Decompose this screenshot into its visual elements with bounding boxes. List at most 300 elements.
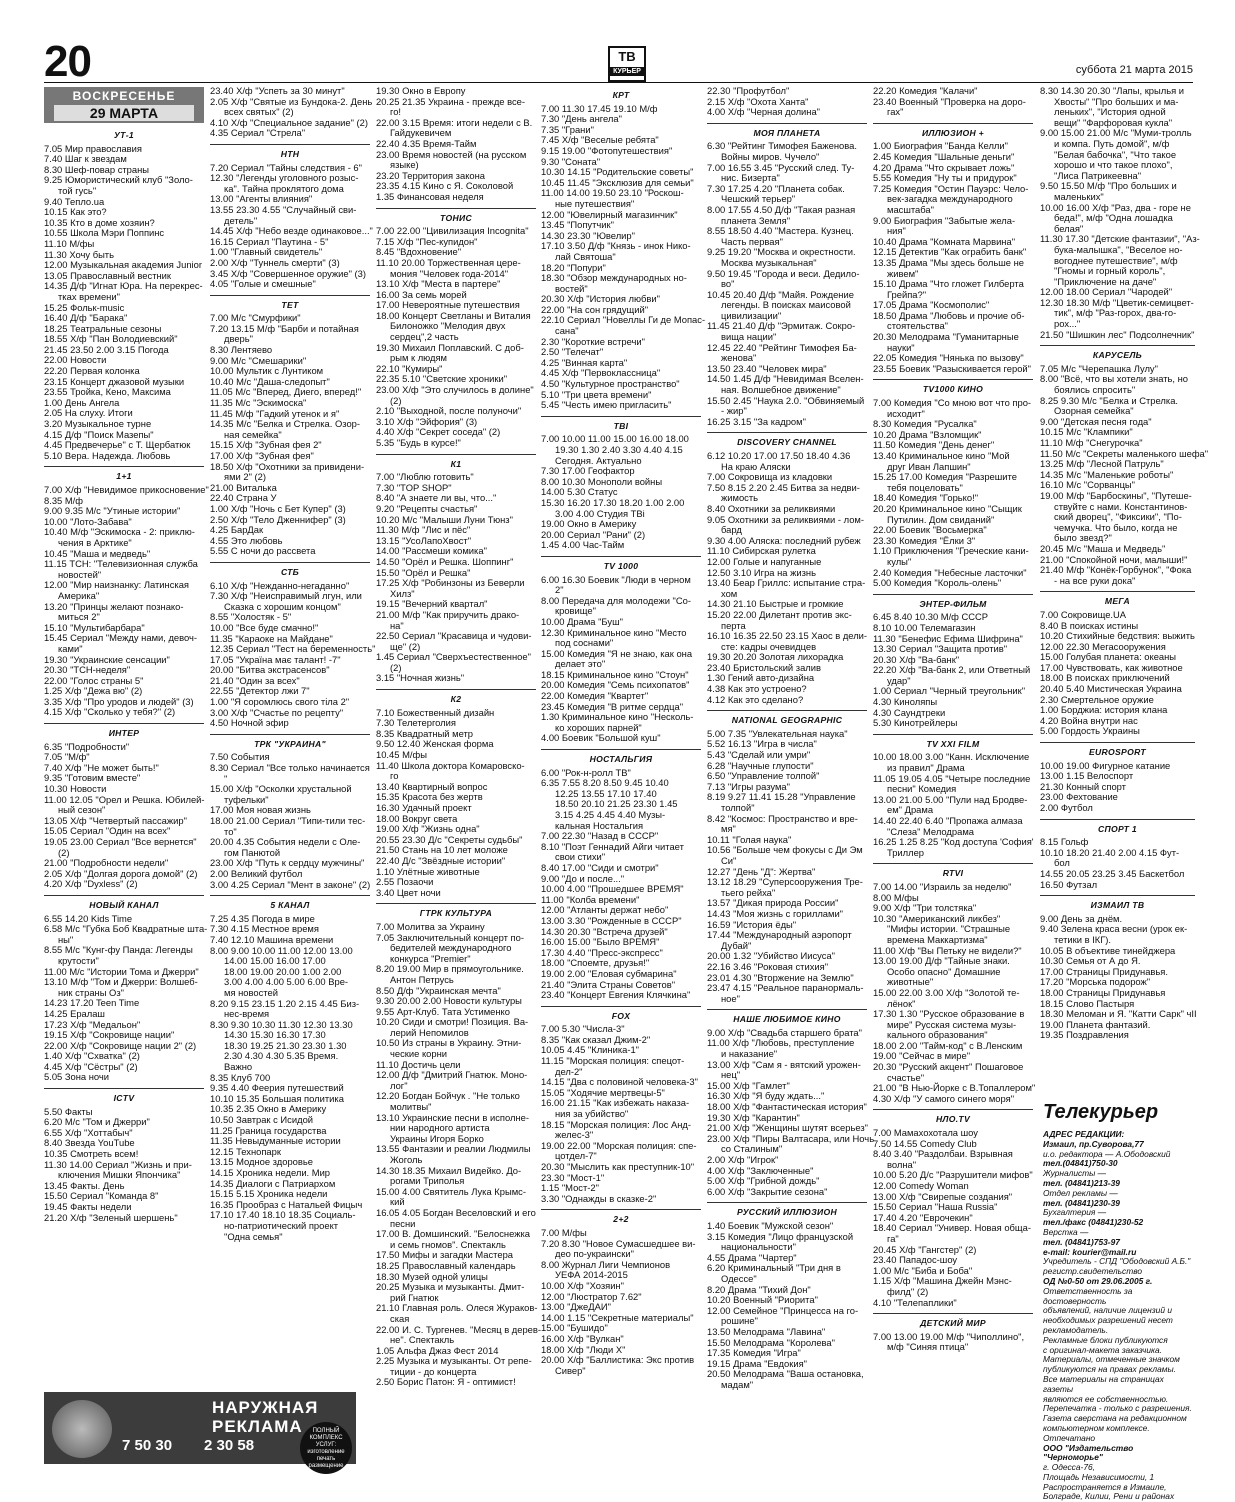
program-entry: - на все руки дока" xyxy=(1054,574,1136,586)
program-entry: 6.58 М/с "Губка Боб Квадратные шта- xyxy=(44,923,208,935)
program-entry: 23.00 Х/ф "Пиры Валтасара, или Ночь xyxy=(707,1132,875,1144)
program-entry: 3.00 4.25 Сериал "Мент в законе" (2) xyxy=(210,878,371,890)
program-entry: 20.30 "Русский акцент" Пошаговое xyxy=(873,1061,1024,1073)
program-entry: 2.30 "Короткие встречи" xyxy=(541,335,645,347)
program-entry: га" xyxy=(887,1232,899,1244)
program-entry: мония "Человек года-2014" xyxy=(390,267,509,279)
program-entry: белая" xyxy=(1054,222,1084,234)
channel-header: FOX xyxy=(541,1006,701,1022)
channel-header: К1 xyxy=(376,454,536,470)
program-entry: Озорная семейка" xyxy=(1054,405,1134,417)
program-entry: 8.40 В поисках истины xyxy=(1040,619,1139,631)
program-entry: 4.00 Боевик "Большой куш" xyxy=(541,732,661,744)
program-entry: 15.35 Красота без жертв xyxy=(376,791,483,803)
editorial-line: тел./факс (04841)230-52 xyxy=(1043,1217,1144,1228)
program-entry: 8.35 Клуб 700 xyxy=(210,1071,271,1083)
program-entry: 7.13 "Игры разума" xyxy=(707,780,790,792)
program-entry: 15.20 22.00 Дилетант против экс- xyxy=(707,608,852,620)
program-entry: 13.40 Беар Гриллс: испытание стра- xyxy=(707,577,866,589)
program-entry: 7.40 Х/ф "Не может быть!" xyxy=(44,761,159,773)
program-entry: 4.20 Война внутри нас xyxy=(1040,714,1138,726)
program-entry: 15.50 Мелодрама "Королева" xyxy=(707,1336,835,1348)
program-entry: 7.30 "TOP SHOP" xyxy=(376,481,452,493)
program-entry: 22.30 "Профутбол" xyxy=(707,85,790,96)
program-entry: кального образования" xyxy=(887,1029,988,1041)
program-entry: лай Святоша" xyxy=(555,250,616,262)
program-entry: Москва музыкальная" xyxy=(721,256,817,268)
program-entry: 17.10 3.50 Д/ф "Князь - инок Нико- xyxy=(541,240,691,252)
editorial-line: e-mail: kourier@mail.ru xyxy=(1043,1246,1137,1257)
program-entry: 2.15 Х/ф "Охота Ханта" xyxy=(707,95,809,107)
program-entry: 2.50 Борис Патон: Я - оптимист! xyxy=(376,1376,516,1388)
program-entry: 15.10 "Мультибарбара" xyxy=(44,621,145,633)
program-entry: 8.55 18.50 4.40 "Мастера. Кузнец. xyxy=(707,225,854,237)
program-entry: было звезд?" xyxy=(1054,532,1112,544)
program-entry: 1.45 Сериал "Сверхъестественное" xyxy=(376,651,531,663)
program-entry: 8.42 "Космос: Пространство и вре- xyxy=(707,812,858,824)
program-entry: 4.15 Д/ф "Поиск Мазепы" xyxy=(44,428,154,440)
program-entry: 12.20 Богдан Бойчук . "Не только xyxy=(376,1090,520,1102)
program-entry: 4.30 Киноляпы xyxy=(873,696,938,708)
program-entry: 18.00 Концерт Светланы и Виталия xyxy=(376,309,531,321)
program-entry: 8.30 Лентяево xyxy=(210,344,273,356)
channel-header: TBI xyxy=(541,416,701,432)
program-entry: 21.50 Стань на 10 лет моложе xyxy=(376,844,508,856)
program-entry: чемучка. Что было, когда не xyxy=(1054,521,1178,533)
program-entry: 1.30 Криминальное кино "Несколь- xyxy=(541,711,694,723)
program-entry: 4.40 Х/ф "Секрет соседа" (2) xyxy=(376,426,501,438)
program-entry: 21.40 М/ф "Конёк-Горбунок", "Фока xyxy=(1040,564,1192,576)
program-entry: 20.40 5.40 Мистическая Украина xyxy=(1040,683,1182,695)
program-entry: 11.10 Сибирская рулетка xyxy=(707,545,816,557)
program-entry: маленьких" xyxy=(1054,190,1104,202)
program-entry: 21.10 Главная роль. Олеся Жураков- xyxy=(376,1302,538,1314)
program-entry: 8.55 "Холостяк - 5" xyxy=(210,611,292,623)
program-entry: 7.00 5.30 "Числа-3" xyxy=(541,1023,625,1035)
program-entry: 14.55 20.05 23.25 3.45 Баскетбол xyxy=(1040,867,1185,879)
program-entry: 8.20 19.00 Мир в прямоугольнике. xyxy=(376,963,524,975)
program-entry: 20.30 "Мыслить как преступник-10" xyxy=(541,1161,695,1172)
channel-header: ICTV xyxy=(44,1088,204,1104)
program-entry: На краю Аляски xyxy=(721,460,791,472)
logo-top: ТВ xyxy=(618,49,636,64)
program-entry: 10.00 Х/ф "Хозяин" xyxy=(541,1279,624,1291)
program-entry: 18.30 Меломан и Я. "Катти Сарк" чII xyxy=(1040,1008,1197,1020)
program-entry: ния за убийство" xyxy=(555,1108,629,1120)
program-entry: 13.45 "Попутчик" xyxy=(541,219,614,231)
program-entry: 4.00 Х/ф "Заключенные" xyxy=(707,1164,814,1176)
program-entry: 19.05 23.00 Сериал "Все вернется" xyxy=(44,836,197,847)
program-entry: 23.40 Бристольский залив xyxy=(707,661,821,673)
program-entry: 22.10 "Кумиры" xyxy=(376,362,443,374)
program-entry: 2.00 Футбол xyxy=(1040,802,1093,813)
program-entry: песни xyxy=(390,1217,416,1229)
program-entry: 5.55 Комедия "Ну ты и придурок" xyxy=(873,172,1017,184)
program-entry: 23.15 Концерт джазовой музыки xyxy=(44,375,185,387)
program-entry: 3.20 Музыкальное турне xyxy=(44,418,152,430)
program-entry: и компа. Путь домой", м/ф xyxy=(1054,137,1170,149)
program-entry: 22.40 4.35 Время-Тайм xyxy=(376,137,477,149)
program-entry: кальная Ностальгия xyxy=(555,819,644,831)
program-entry: 3.15 4.25 4.45 4.40 Музы- xyxy=(555,809,666,820)
program-entry: 10.05 4.45 "Клиника-1" xyxy=(541,1044,640,1056)
program-entry: 7.30 17.25 4.20 "Планета собак. xyxy=(707,182,845,194)
program-entry: 16.00 21.15 "Как избежать наказа- xyxy=(541,1097,690,1109)
telekurier-title: Телекурьер xyxy=(1043,1101,1159,1123)
program-entry: 7.30 Телетерголия xyxy=(376,717,456,729)
program-entry: 15.25 Фольк-music xyxy=(44,301,125,313)
program-entry: 13.25 М/ф "Лесной Патруль" xyxy=(1040,458,1164,470)
program-entry: 17.20 "Морська подорож" xyxy=(1040,976,1151,988)
editorial-line: Отдел рекламы — xyxy=(1043,1187,1118,1198)
program-entry: 9.50 12.40 Женская форма xyxy=(376,738,494,750)
program-entry: "Слеза" Мелодрама xyxy=(887,825,974,837)
program-entry: 10.15 Как это? xyxy=(44,206,107,218)
program-entry: 10.20 М/с "Малыши Луни Тюнз" xyxy=(376,513,513,525)
editorial-line: с оригинал-макета заказчика. xyxy=(1043,1344,1162,1355)
program-entry: го! xyxy=(390,106,402,118)
schedule-column-7 xyxy=(1040,85,1209,1041)
program-entry: 9.00 Х/ф "Свадьба старшего брата" xyxy=(707,1026,862,1038)
program-entry: рий Гнатюк xyxy=(390,1291,439,1303)
program-entry: 19.45 Факты недели xyxy=(44,1201,132,1212)
program-entry: 17.40 4.20 "Еврочекин" xyxy=(873,1211,973,1223)
program-entry: нец" xyxy=(721,1069,741,1081)
program-entry: 15.00 Голубая планета: океаны xyxy=(1040,651,1177,663)
program-entry: 1.25 Х/ф "Дежа вю" (2) xyxy=(44,685,143,697)
program-entry: 9.35 4.40 Феерия путешествий xyxy=(210,1082,344,1094)
program-entry: 16.05 4.05 Богдан Веселовский и его xyxy=(376,1206,536,1218)
program-entry: 11.35 М/с "Эскимоска" xyxy=(210,397,307,409)
program-entry: 7.00 11.30 17.45 19.10 М/ф xyxy=(541,102,658,114)
editorial-line: Ответственность за достоверность xyxy=(1043,1285,1133,1306)
program-entry: то" xyxy=(224,825,237,837)
program-entry: 4.45 Предвечерье" с Т. Щербатюк xyxy=(44,439,191,451)
channel-header: СПОРТ 1 xyxy=(1040,819,1195,835)
program-entry: 19.00 2.00 "Еловая субмарина" xyxy=(541,967,677,979)
channel-header: НОСТАЛЬГИЯ xyxy=(541,749,701,765)
program-entry: Сивер" xyxy=(555,1364,586,1376)
program-entry: Войны миров. Чучело" xyxy=(721,150,820,162)
program-entry: 7.15 Х/ф "Пес-купидон" xyxy=(376,235,478,247)
program-entry: конкурса "Premier" xyxy=(390,952,471,964)
editorial-line: тел.(04841)750-30 xyxy=(1043,1158,1118,1169)
program-entry: 22.00 "На сон грядущий" xyxy=(541,303,649,315)
program-entry: 13.00 "Агенты влияния" xyxy=(210,193,313,205)
program-entry: 13.00 3.30 "Рожденные в СССР" xyxy=(541,914,682,926)
program-entry: 23.40 Х/ф "Успеть за 30 минут" xyxy=(210,85,345,96)
program-entry: стоятельства" xyxy=(887,320,949,332)
program-entry: 13.40 Криминальное кино "Мой xyxy=(873,450,1010,461)
program-entry: 7.20 8.30 "Новое Сумасшедшее ви- xyxy=(541,1237,696,1249)
program-entry: детель" xyxy=(224,214,258,226)
program-entry: 20.50 Мелодрама "Ваша остановка, xyxy=(707,1368,864,1380)
program-entry: 10.30 Новости xyxy=(44,783,107,795)
program-entry: 22.20 Х/ф "Ва-банк 2, или Ответный xyxy=(873,664,1031,676)
program-entry: планета Земля" xyxy=(721,214,791,226)
program-entry: 19.30 "Украинские сенсации" xyxy=(44,653,170,665)
program-entry: 22.16 3.46 "Роковая стихия" xyxy=(707,960,829,972)
day-header xyxy=(44,87,204,123)
program-entry: 6.45 8.40 10.30 М/ф СССР xyxy=(873,611,989,623)
program-entry: 13.50 Мелодрама "Лавина" xyxy=(707,1325,826,1337)
ad-badge-line: КОМПЛЕКС xyxy=(309,1435,343,1441)
editorial-line: регистр.свидетельство xyxy=(1043,1266,1143,1277)
program-entry: 11.30 Хочу быть xyxy=(44,248,114,260)
program-entry: 17.05 Драма "Космополис" xyxy=(873,299,990,311)
program-entry: "Гномы и горный король", xyxy=(1054,265,1166,277)
program-entry: ем" Драма xyxy=(887,804,934,816)
channel-header: 2+2 xyxy=(541,1209,701,1225)
program-entry: 7.05 "М/ф" xyxy=(44,751,90,763)
program-entry: 11.15 ТСН: "Телевизионная служба xyxy=(44,558,198,570)
program-entry: 12.00 22.30 Мегасооружения xyxy=(1040,640,1166,652)
program-entry: 4.38 Как это устроено? xyxy=(707,683,807,695)
program-entry: 11.00 12.05 "Орел и Решка. Юбилей- xyxy=(44,793,205,805)
program-entry: 18.30 Музей одной улицы xyxy=(376,1270,488,1282)
program-entry: ствуйте с нами. Константинов- xyxy=(1054,500,1188,512)
program-entry: новостей" xyxy=(58,568,102,580)
program-entry: 17.05 "Україна має талант! -7" xyxy=(210,653,341,665)
program-entry: 20.00 "Битва экстрасенсов" xyxy=(210,664,330,676)
program-entry: 22.05 Комедия "Нянька по вызову" xyxy=(873,352,1024,364)
program-entry: ями 2" (2) xyxy=(224,471,266,483)
program-entry: 4.30 Саундтреки xyxy=(873,706,946,718)
program-entry: той гусь" xyxy=(58,184,97,196)
program-entry: 10.00 Драма "Буш" xyxy=(541,615,623,627)
program-entry: 20.30 "ТСН-неделя" xyxy=(44,664,131,676)
program-entry: Хвосты" "Про больших и ма- xyxy=(1054,95,1179,107)
program-entry: 2.30 4.30 4.30 5.35 Время. xyxy=(224,1050,339,1062)
program-entry: со Сталиным" xyxy=(721,1143,783,1155)
program-entry: 5.10 Вера. Надежда. Любовь xyxy=(44,449,171,461)
editorial-line: тел. (04841)230-39 xyxy=(1043,1197,1120,1208)
program-entry: друг Иван Лапшин" xyxy=(887,460,971,472)
program-entry: 11.45 21.40 Д/ф "Эрмитаж. Сокро- xyxy=(707,320,856,332)
program-entry: 7.25 Комедия "Остин Пауэрс: Чело- xyxy=(873,182,1029,194)
program-entry: 17.25 Х/ф "Робинзоны из Беверли xyxy=(376,577,525,589)
program-entry: 22.50 Сериал "Красавица и чудови- xyxy=(376,630,532,642)
program-entry: 18.30 19.25 21.30 23.30 1.30 xyxy=(224,1039,347,1051)
program-entry: 13.57 "Дикая природа России" xyxy=(707,897,839,909)
program-entry: 16.10 М/с "Сорванцы" xyxy=(1040,479,1135,491)
program-entry: 5.50 Факты xyxy=(44,1105,93,1117)
program-entry: 8.40 17.00 "Сиди и смотри" xyxy=(541,861,659,873)
program-entry: цотдел-7" xyxy=(555,1150,597,1162)
program-entry: времена Маккартизма" xyxy=(887,933,988,945)
program-entry: 15.10 Драма "Что гложет Гилберта xyxy=(873,278,1024,290)
program-entry: 11.50 М/с "Секреты маленького шефа" xyxy=(1040,447,1209,459)
program-entry: 7.30 Х/ф "Неисправимый лгун, или xyxy=(210,590,362,602)
program-entry: тебя поцеловать" xyxy=(887,481,963,493)
program-entry: 13.20 "Принцы желают познако- xyxy=(44,600,184,612)
program-entry: 7.00 Молитва за Украину xyxy=(376,920,485,932)
program-entry: 9.05 Охотники за реликвиями - лом- xyxy=(707,513,864,525)
program-entry: 19.30 1.30 2.40 3.30 4.40 4.15 xyxy=(555,444,683,455)
program-entry: 7.25 4.35 Погода в мире xyxy=(210,912,315,924)
program-entry: 2.25 Музыка и музыканты. От репе- xyxy=(376,1355,532,1367)
program-entry: 13.00 1.15 Велоспорт xyxy=(1040,770,1134,782)
channel-header: NATIONAL GEOGRAPHIC xyxy=(707,710,867,726)
program-entry: 4.25 "Винная карта" xyxy=(541,356,628,368)
program-entry: 8.00 10.30 Монополи войны xyxy=(541,475,663,487)
program-entry: 2.10 "Выходной, после полуночи" xyxy=(376,405,522,417)
channel-header: ДЕТСКИЙ МИР xyxy=(873,1313,1033,1329)
program-entry: 14.15 "Два с половиной человека-3" xyxy=(541,1076,698,1088)
program-entry: 1.00 М/с "Биба и Боба" xyxy=(873,1264,973,1276)
channel-header: TV1000 КИНО xyxy=(873,379,1033,395)
program-entry: 6.00 16.30 Боевик "Люди в черном xyxy=(541,573,691,585)
program-entry: ный сезон" xyxy=(58,804,106,816)
channel-header: КРТ xyxy=(612,90,630,100)
program-entry: 8.15 Гольф xyxy=(1040,836,1089,848)
program-entry: 10.30 Семья от А до Я. xyxy=(1040,955,1141,967)
program-entry: 11.35 Невыдуманные истории xyxy=(210,1135,341,1147)
program-entry: ное" xyxy=(721,992,740,1004)
program-entry: нис. Бизерта" xyxy=(721,172,780,184)
ad-badge-line: размещение xyxy=(308,1463,344,1469)
program-entry: 20.25 21.35 Украина - прежде все- xyxy=(376,95,526,107)
program-entry: 1.00 Сериал "Черный треугольник" xyxy=(873,685,1026,697)
editorial-line: рекламодатель. xyxy=(1043,1324,1109,1335)
program-entry: 19.30 Х/ф "Карантин" xyxy=(707,1111,800,1123)
program-entry: 1.30 Гений авто-дизайна xyxy=(707,672,815,684)
channel-header: КАРУСЕЛЬ xyxy=(1040,345,1195,361)
program-entry: 12.00 Д/ф "Дмитрий Гнатюк. Моно- xyxy=(376,1069,528,1081)
program-entry: 3.15 "Ночная жизнь" xyxy=(376,672,465,684)
program-entry: 6.00 Х/ф "Закрытие сезона" xyxy=(707,1185,828,1197)
program-entry: 19.15 Драма "Евдокия" xyxy=(707,1357,807,1369)
program-entry: 1.35 Финансовая неделя xyxy=(376,190,484,202)
program-entry: 7.00 16.55 3.45 "Русский след. Ту- xyxy=(707,161,855,173)
program-entry: 18.50 Х/ф "Охотники за привидени- xyxy=(210,460,365,472)
program-entry: 22.20 Первая колонка xyxy=(44,365,140,377)
program-entry: 7.40 12.10 Машина времени xyxy=(210,933,334,945)
program-entry: 4.30 Х/ф "У самого синего моря" xyxy=(873,1092,1015,1104)
schedule-column-4 xyxy=(541,86,706,1376)
program-entry: 10.30 "Американский ликбез" xyxy=(873,912,1001,924)
program-entry: 18.25 Православный календарь xyxy=(376,1259,516,1271)
program-entry: 19.30 20.20 Золотая лихорадка xyxy=(707,651,844,663)
program-entry: 7.00 22.30 "Назад в СССР" xyxy=(541,830,659,842)
program-entry: нии народного артиста xyxy=(390,1122,490,1134)
program-entry: 18.00 2.00 "Тайм-код" с В.Ленским xyxy=(873,1039,1023,1051)
program-entry: Украины Игоря Борко xyxy=(390,1132,484,1144)
program-entry: 22.20 Комедия "Калачи" xyxy=(873,85,978,96)
program-entry: 8.00 М/фы xyxy=(873,891,919,903)
editorial-line: Материалы, отмеченные значком xyxy=(1043,1354,1180,1365)
program-entry: 21.40 "Один за всех" xyxy=(210,674,300,686)
program-entry: 9.50 19.45 "Города и веси. Дедило- xyxy=(707,267,860,279)
program-entry: и наказание" xyxy=(721,1048,778,1060)
program-entry: ка". Тайна проклятого дома xyxy=(224,182,344,194)
program-entry: 20.00 1.32 "Убийство Иисуса" xyxy=(707,950,835,962)
program-entry: 1.00 "Главный свидетель" xyxy=(210,246,323,258)
editorial-line: объявлений, наличие лицензий и xyxy=(1043,1305,1172,1316)
program-entry: 18.55 Х/ф "Пан Володиевский" xyxy=(44,333,178,345)
program-entry: 22.40 Д/с "Звёздные истории" xyxy=(376,854,506,866)
program-entry: 8.55 М/с "Кунг-фу Панда: Легенды xyxy=(44,944,193,956)
program-entry: "Мифы истории. "Страшные xyxy=(887,923,1011,935)
program-entry: 19.15 "Вечерний квартал" xyxy=(376,598,488,610)
program-entry: ник страны Оз" xyxy=(58,986,124,998)
program-entry: 14.00 1.15 "Секретные материалы" xyxy=(541,1311,694,1323)
channel-header: 1+1 xyxy=(44,466,204,482)
program-entry: не". Спектакль xyxy=(390,1334,455,1346)
program-entry: хом xyxy=(721,587,738,599)
program-entry: мя новостей xyxy=(224,986,278,998)
program-entry: "Одна семья" xyxy=(224,1230,283,1242)
program-entry: Часть первая" xyxy=(721,235,783,247)
program-entry: филд" (2) xyxy=(887,1285,929,1297)
program-entry: 11.40 Школа доктора Комаровско- xyxy=(376,759,525,771)
editorial-line: Площадь Независимости, 1 xyxy=(1043,1471,1155,1482)
program-entry: 23.30 "Мост-1" xyxy=(541,1171,605,1183)
program-entry: 7.50 14.55 Comedy Club xyxy=(873,1137,977,1149)
program-entry: 7.05 Заключительный концерт по- xyxy=(376,931,524,943)
program-entry: 14.25 Ералаш xyxy=(44,1007,105,1019)
program-entry: 5.00 Гордость Украины xyxy=(1040,725,1140,737)
program-entry: счастье" xyxy=(887,1071,925,1083)
program-entry: 9.00 "Детская песня года" xyxy=(1040,415,1152,427)
program-entry: 7.00 Х/ф "Невидимое прикосновение" xyxy=(44,484,209,495)
program-entry: 14.15 Хроника недели. Мир xyxy=(210,1167,331,1178)
program-entry: 21.20 Х/ф "Зеленый шершень" xyxy=(44,1211,178,1223)
program-entry: 9.20 "Рецепты счастья" xyxy=(376,502,478,514)
program-entry: 14.35 М/с "Белка и Стрелка. Озор- xyxy=(210,418,361,430)
program-entry: 5.45 "Честь имею пригласить" xyxy=(541,399,672,411)
program-entry: 18.15 Криминальное кино "Стоун" xyxy=(541,668,689,680)
program-entry: вогоднее путешествие", м/ф xyxy=(1054,254,1178,266)
program-entry: 7.45 Х/ф "Веселые ребята" xyxy=(541,134,659,146)
program-entry: 13.00 Х/ф "Свирепые создания" xyxy=(873,1190,1013,1202)
program-entry: 14.30 15.30 16.30 17.30 xyxy=(224,1029,326,1041)
program-entry: - жир" xyxy=(721,405,747,417)
program-entry: 16.25 3.15 "За кадром" xyxy=(707,415,806,427)
program-entry: 15.00 Х/ф "Осколки хрустальной xyxy=(210,783,352,795)
program-entry: 18.25 Театральные сезоны xyxy=(44,322,162,334)
program-entry: молитвы" xyxy=(390,1101,432,1113)
program-entry: Жоголь xyxy=(390,1154,423,1165)
program-entry: 23.00 Фехтование xyxy=(1040,791,1118,803)
editorial-line: г. Одесса-76, xyxy=(1043,1462,1095,1473)
program-entry: мире" Русская система музы- xyxy=(887,1018,1017,1030)
program-entry: 12.00 Comedy Woman xyxy=(873,1180,969,1191)
program-entry: 23.00 Х/ф "Это случилось в долине" xyxy=(376,384,534,396)
program-entry: Важно xyxy=(224,1061,253,1073)
program-entry: рошине" xyxy=(721,1315,758,1327)
program-entry: 5.43 "Сделай или умри" xyxy=(707,749,811,761)
editorial-line: Болграде, Килии, Рени и районах xyxy=(1043,1491,1175,1502)
editorial-line: ОД №0-50 от 29.06.2005 г. xyxy=(1043,1275,1153,1286)
program-entry: лёнок" xyxy=(887,997,916,1009)
program-entry: Чешский терьер" xyxy=(721,193,796,205)
program-entry: 8.35 "Как сказал Джим-2" xyxy=(541,1033,651,1045)
channel-header: TV XXI FILM xyxy=(873,734,1033,750)
program-entry: 15.00 Х/ф "Гамлет" xyxy=(707,1079,790,1091)
program-entry: 6.35 "Подробности" xyxy=(44,740,130,752)
program-entry: 10.45 "Маша и медведь" xyxy=(44,547,151,559)
program-entry: 8.00 Передача для молодежи "Со- xyxy=(541,594,691,606)
program-entry: 4.05 "Голые и смешные" xyxy=(210,278,316,290)
program-entry: 15.15 5.15 Хроника недели xyxy=(210,1188,328,1200)
program-entry: 12.35 Сериал "Тест на беременность" xyxy=(210,643,376,655)
program-entry: 4.50 Ночной эфир xyxy=(210,717,289,729)
program-entry: 14.35 М/с "Маленькие роботы" xyxy=(1040,468,1174,480)
program-entry: 18.50 Драма "Любовь и прочие об- xyxy=(873,309,1025,321)
program-entry: 13.55 Фантазии и реалии Людмилы xyxy=(376,1143,531,1155)
program-entry: 15.30 16.20 17.30 18.20 1.00 2.00 xyxy=(541,496,685,508)
